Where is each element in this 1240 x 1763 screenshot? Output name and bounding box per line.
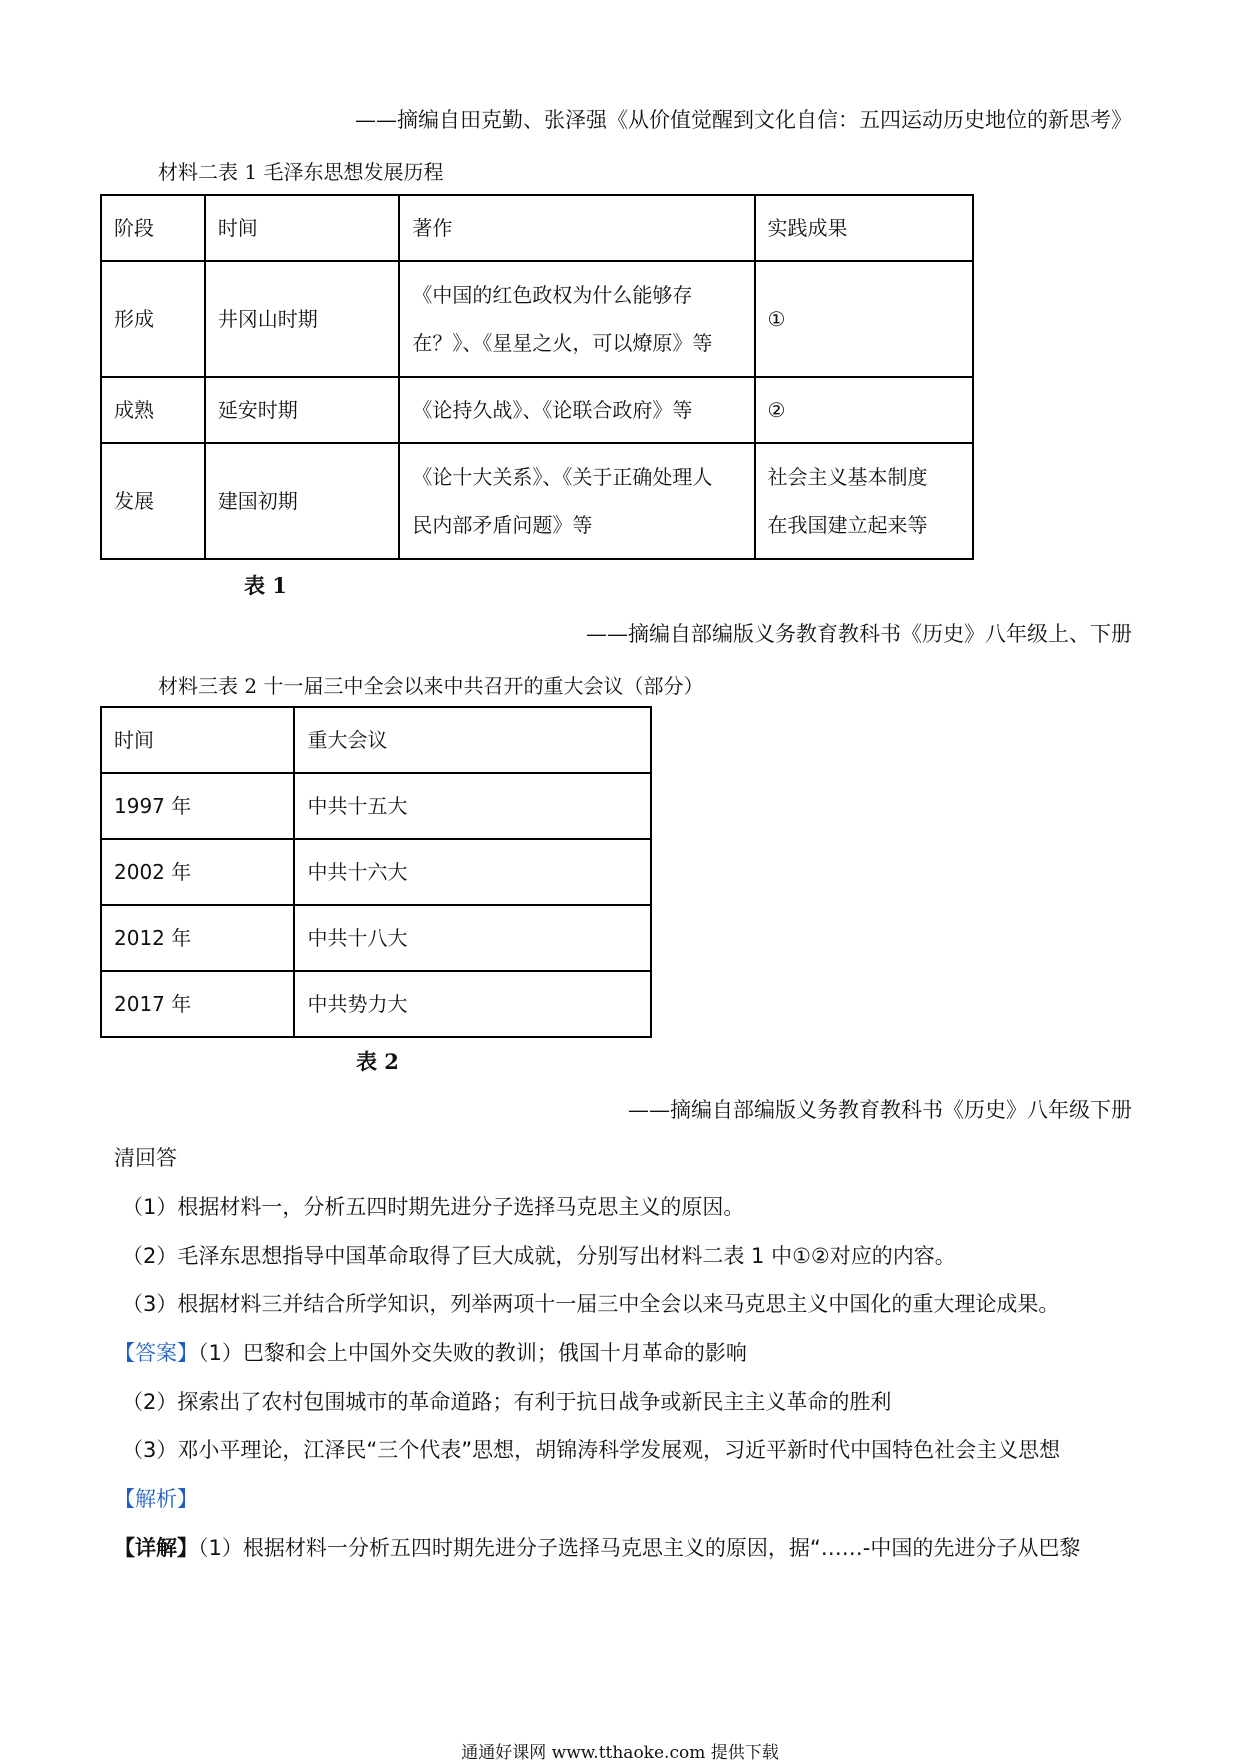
table-row <box>101 773 651 839</box>
source-line-material2: ——摘编自部编版义务教育教科书《历史》八年级上、下册 <box>586 622 1132 646</box>
works-cell <box>399 261 754 377</box>
result-line: 在我国建立起来等 <box>767 513 928 537</box>
works-line: 《中国的红色政权为什么能够存 <box>412 283 693 307</box>
table-header-cell: 实践成果 <box>755 195 973 261</box>
question-3: （3）根据材料三并结合所学知识，列举两项十一届三中全会以来马克思主义中国化的重大理论成果。 <box>122 1292 1060 1316</box>
result-cell <box>755 443 973 559</box>
year-cell: 2012 年 <box>101 905 294 971</box>
stage-cell: 发展 <box>101 443 205 559</box>
detail-text: （1）根据材料一分析五四时期先进分子选择马克思主义的原因，据“……-中国的先进分子从巴黎 <box>198 1536 1081 1560</box>
works-cell: 《论持久战》、《论联合政府》等 <box>399 377 754 443</box>
works-line: 在？》、《星星之火，可以燎原》等 <box>412 331 713 355</box>
answer-line-1 <box>114 1337 747 1367</box>
table-header-cell: 著作 <box>399 195 754 261</box>
result-cell: ① <box>755 261 973 377</box>
source-line-material3: ——摘编自部编版义务教育教科书《历史》八年级下册 <box>628 1098 1132 1122</box>
table-header-cell: 时间 <box>101 707 294 773</box>
table-1-header-row <box>101 195 973 261</box>
table-row <box>101 839 651 905</box>
year-cell: 2017 年 <box>101 971 294 1037</box>
source-line-material1: ——摘编自田克勤、张泽强《从价值觉醒到文化自信：五四运动历史地位的新思考》 <box>355 108 1132 132</box>
meeting-cell: 中共势力大 <box>294 971 651 1037</box>
table-2-header-row <box>101 707 651 773</box>
time-cell: 建国初期 <box>205 443 400 559</box>
table-2 <box>100 706 652 1038</box>
result-line: 社会主义基本制度 <box>767 465 928 489</box>
table-2-label: 表 2 <box>356 1049 399 1074</box>
material2-caption: 材料二表 1 毛泽东思想发展历程 <box>158 160 444 184</box>
table-1-label: 表 1 <box>244 573 287 598</box>
works-cell <box>399 443 754 559</box>
table-row <box>101 905 651 971</box>
works-line: 民内部矛盾问题》等 <box>412 513 593 537</box>
time-cell: 井冈山时期 <box>205 261 400 377</box>
meeting-cell: 中共十八大 <box>294 905 651 971</box>
table-row <box>101 971 651 1037</box>
table-row <box>101 443 973 559</box>
answer-2: （2）探索出了农村包围城市的革命道路；有利于抗日战争或新民主主义革命的胜利 <box>122 1390 892 1414</box>
analysis-tag: 【解析】 <box>114 1487 198 1511</box>
meeting-cell: 中共十六大 <box>294 839 651 905</box>
table-header-cell: 时间 <box>205 195 400 261</box>
prompt-text: 清回答 <box>114 1146 177 1170</box>
question-1: （1）根据材料一，分析五四时期先进分子选择马克思主义的原因。 <box>122 1195 745 1219</box>
answer-tag: 【答案】 <box>114 1341 198 1365</box>
detail-tag: 【详解】 <box>114 1536 198 1560</box>
time-cell: 延安时期 <box>205 377 400 443</box>
works-line: 《论十大关系》、《关于正确处理人 <box>412 465 713 489</box>
answer-3: （3）邓小平理论，江泽民“三个代表”思想，胡锦涛科学发展观，习近平新时代中国特色社会主义思想 <box>122 1438 1061 1462</box>
year-cell: 2002 年 <box>101 839 294 905</box>
material3-caption: 材料三表 2 十一届三中全会以来中共召开的重大会议（部分） <box>158 674 704 698</box>
stage-cell: 成熟 <box>101 377 205 443</box>
year-cell: 1997 年 <box>101 773 294 839</box>
detail-line <box>114 1532 1080 1562</box>
page-footer: 通通好课网 www.tthaoke.com 提供下载 <box>461 1743 779 1763</box>
answer-1: （1）巴黎和会上中国外交失败的教训；俄国十月革命的影响 <box>198 1341 747 1365</box>
table-1 <box>100 194 974 560</box>
table-header-cell: 阶段 <box>101 195 205 261</box>
table-row <box>101 377 973 443</box>
table-row <box>101 261 973 377</box>
stage-cell: 形成 <box>101 261 205 377</box>
table-header-cell: 重大会议 <box>294 707 651 773</box>
meeting-cell: 中共十五大 <box>294 773 651 839</box>
question-2: （2）毛泽东思想指导中国革命取得了巨大成就，分别写出材料二表 1 中①②对应的内容。 <box>122 1244 956 1268</box>
result-cell: ② <box>755 377 973 443</box>
